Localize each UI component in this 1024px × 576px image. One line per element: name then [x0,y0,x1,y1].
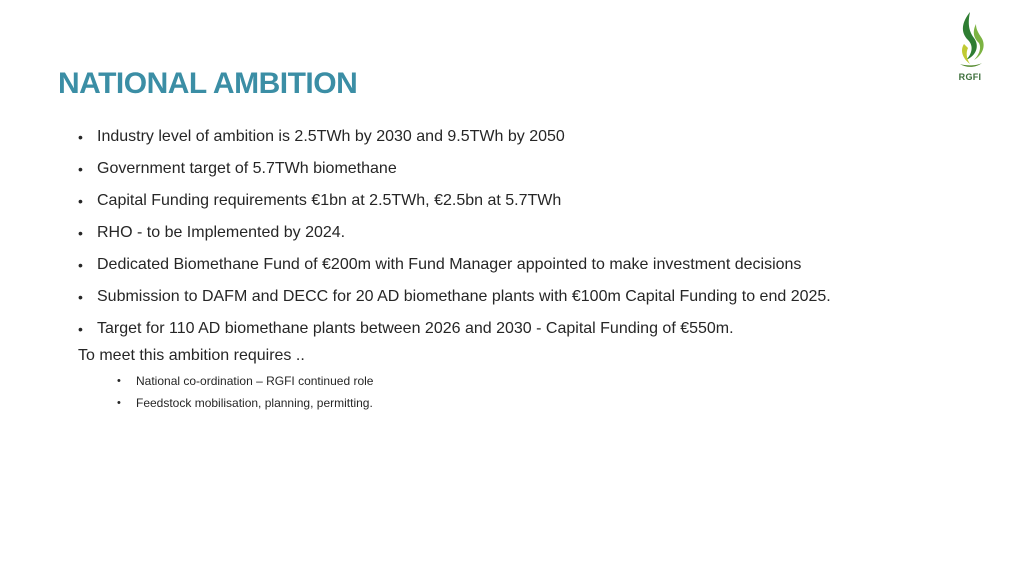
bullet-icon: • [78,193,83,209]
list-item-text: Dedicated Biomethane Fund of €200m with Fund Manager appointed to make investment decisions [97,256,802,273]
bullet-icon: • [117,397,121,409]
bullet-icon: • [117,375,121,387]
bullet-icon: • [78,129,83,145]
list-item-text: Industry level of ambition is 2.5TWh by 2030 and 9.5TWh by 2050 [97,128,565,145]
requirement-intro: To meet this ambition requires .. [78,347,305,364]
bullet-icon: • [78,161,83,177]
green-flame-logo-icon [950,10,990,72]
bullet-icon: • [78,257,83,273]
list-item-text: Government target of 5.7TWh biomethane [97,160,397,177]
list-item-text: RHO - to be Implemented by 2024. [97,224,346,241]
bullet-icon: • [78,321,83,337]
list-item [117,392,373,414]
list-item [117,370,373,392]
list-item-text: National co-ordination – RGFI continued role [136,374,374,388]
list-item [78,185,831,217]
list-item-text: Submission to DAFM and DECC for 20 AD biomethane plants with €100m Capital Funding to end 2025. [97,288,831,305]
list-item-text: Feedstock mobilisation, planning, permitting. [136,396,373,410]
bullet-icon: • [78,289,83,305]
page-title: NATIONAL AMBITION [58,67,358,100]
list-item-text: Target for 110 AD biomethane plants between 2026 and 2030 - Capital Funding of €550m. [97,320,734,337]
requirement-bullet-list [117,370,373,414]
logo-text: RGFI [958,72,982,82]
list-item [78,217,831,249]
list-item [78,153,831,185]
bullet-icon: • [78,225,83,241]
list-item [78,313,831,345]
rgfi-logo [950,10,990,86]
ambition-bullet-list [78,121,831,345]
list-item-text: Capital Funding requirements €1bn at 2.5TWh, €2.5bn at 5.7TWh [97,192,562,209]
list-item [78,249,831,281]
list-item [78,281,831,313]
list-item [78,121,831,153]
